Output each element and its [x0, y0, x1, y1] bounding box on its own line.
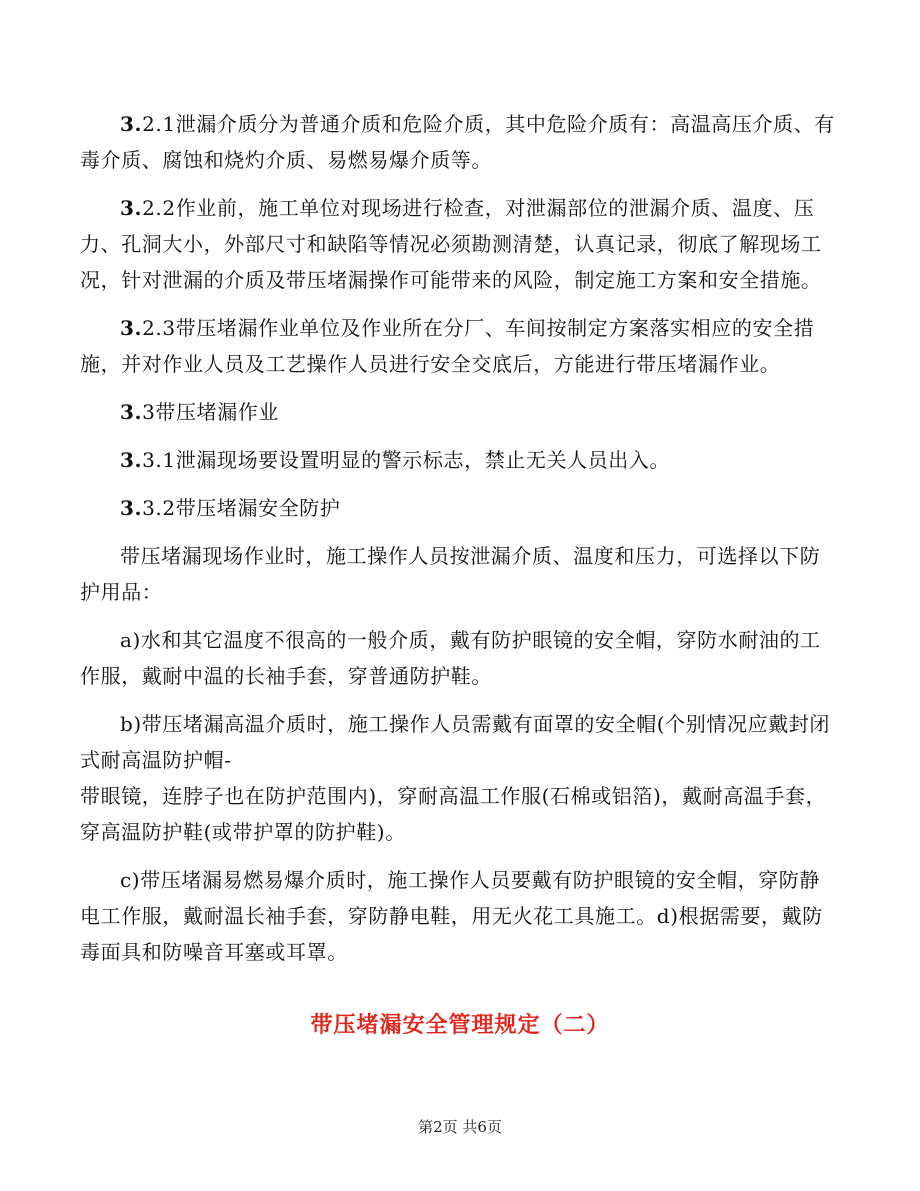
paragraph-text: 带压堵漏现场作业时，施工操作人员按泄漏介质、温度和压力，可选择以下防护用品：: [80, 544, 821, 604]
paragraph-text: 3带压堵漏作业: [142, 400, 280, 424]
clause-number: 3.: [120, 496, 143, 520]
paragraph-3-2-2: [80, 190, 840, 298]
clause-number: 3.: [120, 400, 143, 424]
paragraph-text: 3.2带压堵漏安全防护: [142, 496, 341, 520]
section-title: 带压堵漏安全管理规定（二）: [310, 1012, 610, 1038]
paragraph-text: 2.1泄漏介质分为普通介质和危险介质，其中危险介质有：高温高压介质、有毒介质、腐蚀和烧灼介质、易燃易爆介质等。: [80, 112, 835, 172]
page-footer: 第2页 共6页: [418, 1118, 502, 1136]
paragraph-text: 2.2作业前，施工单位对现场进行检查，对泄漏部位的泄漏介质、温度、压力、孔洞大小，外部尺寸和缺陷等情况必须勘测清楚，认真记录，彻底了解现场工况，针对泄漏的介质及带压堵漏操作可能带来的风险，制定施工方案和安全措施。: [80, 196, 822, 292]
paragraph-text: 3.1泄漏现场要设置明显的警示标志，禁止无关人员出入。: [142, 448, 671, 472]
paragraph-item-b-continued: [80, 778, 840, 850]
paragraph-3-2-3: [80, 310, 840, 382]
clause-number: 3.: [120, 316, 143, 340]
clause-number: 3.: [120, 448, 143, 472]
paragraph-3-2-1: [80, 106, 840, 178]
heading-3-3-2: [80, 490, 840, 526]
paragraph-3-3-1: [80, 442, 840, 478]
paragraph-item-b: [80, 706, 840, 778]
clause-number: 3.: [120, 196, 143, 220]
paragraph-text: 2.3带压堵漏作业单位及作业所在分厂、车间按制定方案落实相应的安全措施，并对作业人员及工艺操作人员进行安全交底后，方能进行带压堵漏作业。: [80, 316, 815, 376]
paragraph-item-a: [80, 622, 840, 694]
paragraph-text: b)带压堵漏高温介质时，施工操作人员需戴有面罩的安全帽(个别情况应戴封闭式耐高温防护帽-: [80, 712, 831, 772]
paragraph-text: a)水和其它温度不很高的一般介质，戴有防护眼镜的安全帽，穿防水耐油的工作服，戴耐中温的长袖手套，穿普通防护鞋。: [80, 628, 821, 688]
paragraph-text: c)带压堵漏易燃易爆介质时，施工操作人员要戴有防护眼镜的安全帽，穿防静电工作服，戴耐温长袖手套，穿防静电鞋，用无火花工具施工。d)根据需要，戴防毒面具和防噪音耳塞或耳罩。: [80, 868, 823, 964]
paragraph-protective-intro: [80, 538, 840, 610]
clause-number: 3.: [120, 112, 143, 136]
paragraph-item-c-d: [80, 862, 840, 970]
heading-3-3: [80, 394, 840, 430]
paragraph-text: 带眼镜，连脖子也在防护范围内)，穿耐高温工作服(石棉或铝箔)，戴耐高温手套，穿高温防护鞋(或带护罩的防护鞋)。: [80, 784, 827, 844]
document-body: [80, 106, 840, 982]
